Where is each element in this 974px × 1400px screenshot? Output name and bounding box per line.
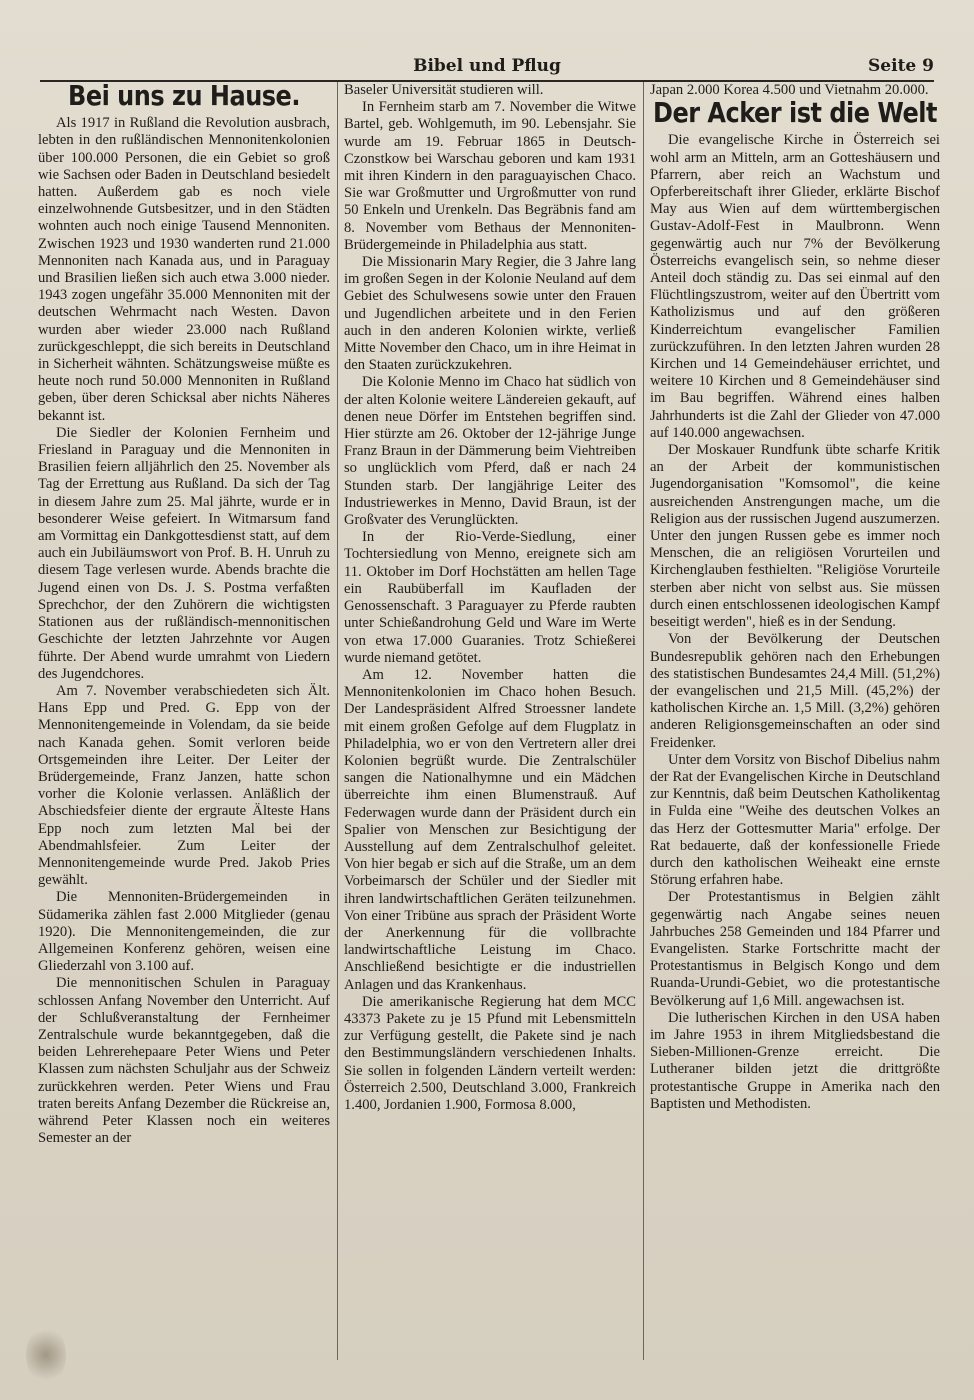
article-paragraph: Die mennonitischen Schulen in Paraguay schlossen Anfang November den Unterricht. Auf der Schlußveranstaltung der Fernheimer Zentralschule wurde bekanntgegeben, daß die beiden Lehrerehepaare Peter Wiens und Peter Klassen zum nächsten Schuljahr aus der Schweiz zurückkehren werden. Peter Wiens und Frau traten bereits Anfang Dezember die Rückreise an, während Peter Klassen noch ein weiteres Semester an der — [38, 975, 330, 1147]
article-paragraph: Baseler Universität studieren will. — [344, 82, 544, 98]
article-paragraph: Die Kolonie Menno im Chaco hat südlich von der alten Kolonie weitere Ländereien gekauft, auf denen neue Dörfer im Entstehen begriffen sind. Hier stürzte am 26. Oktober der 12-jährige Junge Franz Braun in der Dämmerung beim Viehtreiben so unglücklich vom Pferd, daß er nach 24 Stunden starb. Der langjährige Leiter des Industriewerkes in Menno, David Braun, ist der Großvater des Verunglückten. — [344, 374, 636, 529]
column-divider — [643, 82, 644, 1360]
page-number: Seite 9 — [868, 56, 934, 76]
article-paragraph: In Fernheim starb am 7. November die Witwe Bartel, geb. Wohlgemuth, im 90. Lebensjahr. Sie wurde am 19. Februar 1865 in Deutsch-Czonstkow bei Warschau geboren und kam 1931 mit ihren Kindern in den paraguayischen Chaco. Sie war Großmutter und Urgroßmutter von rund 50 Enkeln und Urenkeln. Das Begräbnis fand am 8. November vom Bethaus der Mennoniten-Brüdergemeinde in Philadelphia aus statt. — [344, 99, 636, 253]
article-paragraph: Am 12. November hatten die Mennonitenkolonien im Chaco hohen Besuch. Der Landespräsident Alfred Stroessner landete mit einem großen Gefolge auf dem Flugplatz in Philadelphia, wo er von den Vertretern aller drei Kolonien begrüßt wurde. Die Zentralschüler sangen die Nationalhymne und ein Mädchen überreichte ihm einen Blumenstrauß. Auf Federwagen wurde dann der Präsident durch ein Spalier von Menschen zur Besichtigung der Ausstellung auf dem Zentralschulhof geleitet. Von hier begab er sich auf die Straße, um an dem Vorbeimarsch der Schüler und der Siedler mit ihren landwirtschaftlichen Geräten teilzunehmen. Von einer Tribüne aus sprach der Präsident Worte der Anerkennung für die vollbrachte landwirtschaftliche Leistung im Chaco. Anschließend besichtigte er die industriellen Anlagen und das Krankenhaus. — [344, 666, 636, 993]
article-paragraph: Die Mennoniten-Brüdergemeinden in Südamerika zählen fast 2.000 Mitglieder (genau 1920). Die Mennonitengemeinden, die zur Allgemeinen Konferenz gehören, weisen eine Gliederzahl von 3.100 auf. — [38, 889, 330, 975]
article-paragraph: Als 1917 in Rußland die Revolution ausbrach, lebten in den rußländischen Mennonitenkolonien über 100.000 Personen, die ein Gebiet so groß wie Sachsen oder Baden in Deutschland besiedelt hatten. Außerdem gab es noch viele einzelwohnende Gutsbesitzer, und in den Städten wohnten auch noch einige Tausend Mennoniten. Zwischen 1923 und 1930 wanderten rund 21.000 Mennoniten nach Kanada aus, und in Paraguay und Brasilien ließen sich auch etwa 3.000 nieder. 1943 zogen ungefähr 35.000 Mennoniten mit der deutschen Wehrmacht nach Westen. Davon wurden aber wieder 23.000 nach Rußland zurückgeschleppt, die sich bereits in Deutschland in Sicherheit wähnten. Schätzungsweise müßte es heute noch rund 50.000 Mennoniten in Rußland geben, über deren Schicksal aber nichts Näheres bekannt ist. — [38, 115, 330, 424]
running-title: Bibel und Pflug — [413, 56, 561, 76]
article-paragraph: Die lutherischen Kirchen in den USA haben im Jahre 1953 in ihrem Mitgliedsbestand die Sieben-Millionen-Grenze erreicht. Die Lutheraner bilden jetzt die drittgrößte protestantische Gruppe in Amerika nach den Baptisten und Methodisten. — [650, 1009, 940, 1112]
article-paragraph: Japan 2.000 Korea 4.500 und Vietnahm 20.000. — [650, 82, 929, 98]
column-3 — [650, 82, 940, 1370]
article-paragraph: Die amerikanische Regierung hat dem MCC 43373 Pakete zu je 15 Pfund mit Lebensmitteln zur Verfügung gestellt, die Pakete sind je nach den Bestimmungsländern verschiedenen Inhalts. Sie sollen in folgenden Ländern verteilt werden: Österreich 2.500, Deutschland 3.000, Frankreich 1.400, Jordanien 1.900, Formosa 8.000, — [344, 993, 636, 1113]
page-header — [40, 56, 934, 80]
column-2 — [344, 82, 636, 1370]
article-paragraph: In der Rio-Verde-Siedlung, einer Tochtersiedlung von Menno, ereignete sich am 11. Oktober im Dorf Hochstätten am hellen Tage ein Raubüberfall im Kaufladen der Genossenschaft. 3 Paraguayer zu Pferde raubten unter Schießandrohung Geld und Ware im Werte von etwa 17.000 Guaranies. Trotz Schießerei wurde niemand getötet. — [344, 529, 636, 666]
article-paragraph: Am 7. November verabschiedeten sich Ält. Hans Epp und Pred. G. Epp von der Mennonitengemeinde in Volendam, da sie beide nach Kanada gehen. Somit verloren beide Ortsgemeinden ihre Leiter. Der Leiter der Brüdergemeinde, Franz Janzen, hatte schon vorher die Kolonie verlassen. Anläßlich der Abschiedsfeier diente der ergraute Älteste Hans Epp noch zum letzten Mal bei der Abendmahlsfeier. Zum Leiter der Mennonitengemeinde wurde Pred. Jakob Pries gewählt. — [38, 682, 330, 889]
article-paragraph: Der Moskauer Rundfunk übte scharfe Kritik an der Arbeit der kommunistischen Jugendorganisation "Komsomol", die keine ausreichenden Anstrengungen mache, um die Religion aus der russischen Jugend auszumerzen. Unter den jungen Russen gebe es immer noch Menschen, die an religiösen Vorurteilen und Kirchenglauben festhielten. "Religiöse Vorurteile sterben aber nicht von selbst aus. Sie müssen durch einen entschlossenen ideologischen Kampf beseitigt werden", hieß es in der Sendung. — [650, 442, 940, 631]
article-paragraph: Unter dem Vorsitz von Bischof Dibelius nahm der Rat der Evangelischen Kirche in Deutschland zur Kenntnis, daß beim Deutschen Katholikentag in Fulda eine "Weihe des deutschen Volkes an das Herz der Gottesmutter Maria" erfolge. Der Rat bedauerte, daß der konfessionelle Friede durch den katholischen Weiheakt eine ernste Störung erfahren habe. — [650, 751, 940, 889]
article-paragraph: Der Protestantismus in Belgien zählt gegenwärtig nach Angabe seines neuen Jahrbuches 258 Gemeinden und 184 Pfarrer und Evangelisten. Starke Fortschritte macht der Protestantismus in Belgisch Kongo und dem Ruanda-Urundi-Gebiet, wo die protestantische Bevölkerung auf 1,6 Mill. angewachsen ist. — [650, 889, 940, 1009]
article-paragraph: Von der Bevölkerung der Deutschen Bundesrepublik gehören nach den Erhebungen des statistischen Bundesamtes 24,4 Mill. (51,2%) der evangelischen und 21,5 Mill. (45,2%) der katholischen Kirche an. 1,5 Mill. (3,2%) gehören anderen Religionsgemeinschaften an oder sind Freidenker. — [650, 631, 940, 751]
column-divider — [337, 82, 338, 1360]
headline-der-acker-ist-die-welt: Der Acker ist die Welt — [653, 97, 937, 130]
article-paragraph: Die Siedler der Kolonien Fernheim und Friesland in Paraguay und die Mennoniten in Brasilien feiern alljährlich den 25. November als Tag der Errettung aus Rußland. Da sich der Tag in diesem Jahre zum 25. Mal jährte, wurde er in besonderer Weise gefeiert. In Witmarsum fand am Vormittag ein Dankgottesdienst statt, auf dem auch ein Jubiläumswort von Prof. B. H. Unruh zu diesem Tage verlesen wurde. Abends brachte die Jugend einen von Ds. J. S. Postma verfaßten Sprechchor, der den Zuhörern die wichtigsten Stationen aus der rußländisch-mennonitischen Geschichte der letzten Jahrzehnte vor Augen führte. Der Abend wurde umrahmt von Liedern des Jugendchores. — [38, 424, 330, 682]
column-1 — [38, 82, 330, 1370]
headline-bei-uns-zu-hause: Bei uns zu Hause. — [68, 82, 300, 113]
article-paragraph: Die Missionarin Mary Regier, die 3 Jahre lang im großen Segen in der Kolonie Neuland auf dem Gebiet des Schulwesens sowie unter den Frauen und Jugendlichen arbeitete und in den Ferien auch in den anderen Kolonien wirkte, verließ Mitte November den Chaco, um in ihre Heimat in den Staaten zurückzukehren. — [344, 254, 636, 374]
article-paragraph: Die evangelische Kirche in Österreich sei wohl arm an Mitteln, arm an Gotteshäusern und Pfarrern, aber reich an Wachstum und Opferbereitschaft ihrer Glieder, erklärte Bischof May aus Wien auf dem württembergischen Gustav-Adolf-Fest in Maulbronn. Wenn gegenwärtig auch nur 7% der Bevölkerung Österreichs evangelisch sein, so nehme dieser Anteil doch ständig zu. Das sei einmal auf den Flüchtlingszustrom, weiter auf den Übertritt vom Katholizismus und auf den größeren Kinderreichtum evangelischer Familien zurückzuführen. In den letzten Jahren wurden 28 Kirchen und 14 Gemeindehäuser errichtet, und weitere 10 Kirchen und 8 Gemeindehäuser sind im Bau begriffen. Während eines halben Jahrhunderts ist die Zahl der Glieder von 47.000 auf 140.000 angewachsen. — [650, 132, 940, 441]
paper-damage — [26, 1325, 66, 1385]
